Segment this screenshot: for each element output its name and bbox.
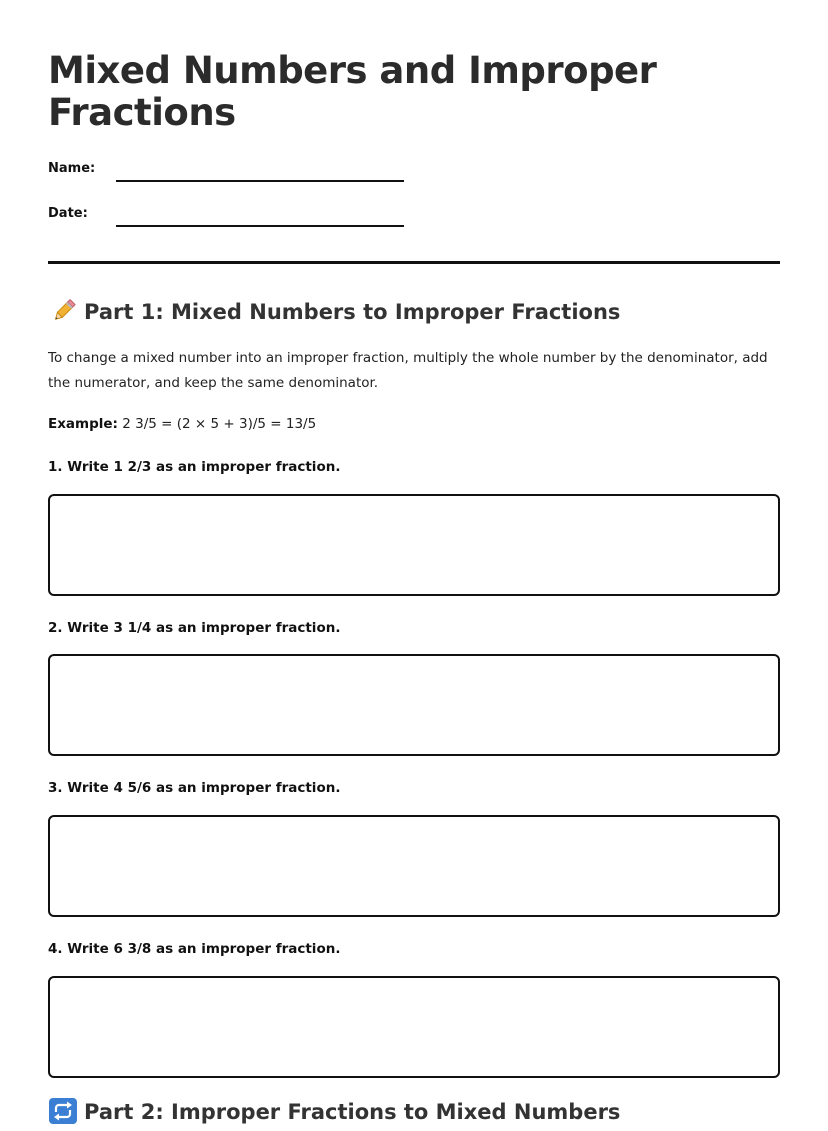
repeat-arrows-icon: [48, 1098, 78, 1124]
question-4-answer-box[interactable]: [48, 976, 780, 1078]
date-label: Date:: [48, 206, 88, 221]
part2-heading: [48, 1098, 620, 1126]
part1-heading-text: Part 1: Mixed Numbers to Improper Fractions: [84, 300, 621, 324]
example-text: 2 3/5 = (2 × 5 + 3)/5 = 13/5: [117, 416, 317, 432]
example-label: Example:: [48, 416, 118, 432]
date-write-line[interactable]: [116, 225, 404, 227]
page-title: Mixed Numbers and Improper Fractions: [48, 49, 657, 134]
name-write-line[interactable]: [116, 180, 404, 182]
question-4-prompt: 4. Write 6 3/8 as an improper fraction.: [48, 941, 341, 957]
part2-heading-text: Part 2: Improper Fractions to Mixed Numbers: [84, 1100, 621, 1124]
name-label: Name:: [48, 161, 96, 176]
question-3-prompt: 3. Write 4 5/6 as an improper fraction.: [48, 780, 341, 796]
header-divider: [48, 261, 780, 264]
part1-heading: [48, 298, 620, 326]
question-1-answer-box[interactable]: [48, 494, 780, 596]
date-field: [48, 205, 408, 229]
question-1-prompt: 1. Write 1 2/3 as an improper fraction.: [48, 459, 341, 475]
part1-example: [48, 413, 316, 435]
part1-instructions: To change a mixed number into an improper fraction, multiply the whole number by the denominator, add the numerator, and keep the same denominator.: [48, 350, 768, 391]
name-field: [48, 160, 408, 184]
question-2-prompt: 2. Write 3 1/4 as an improper fraction.: [48, 620, 341, 636]
question-2-answer-box[interactable]: [48, 654, 780, 756]
pencil-icon: [48, 298, 78, 324]
question-3-answer-box[interactable]: [48, 815, 780, 917]
